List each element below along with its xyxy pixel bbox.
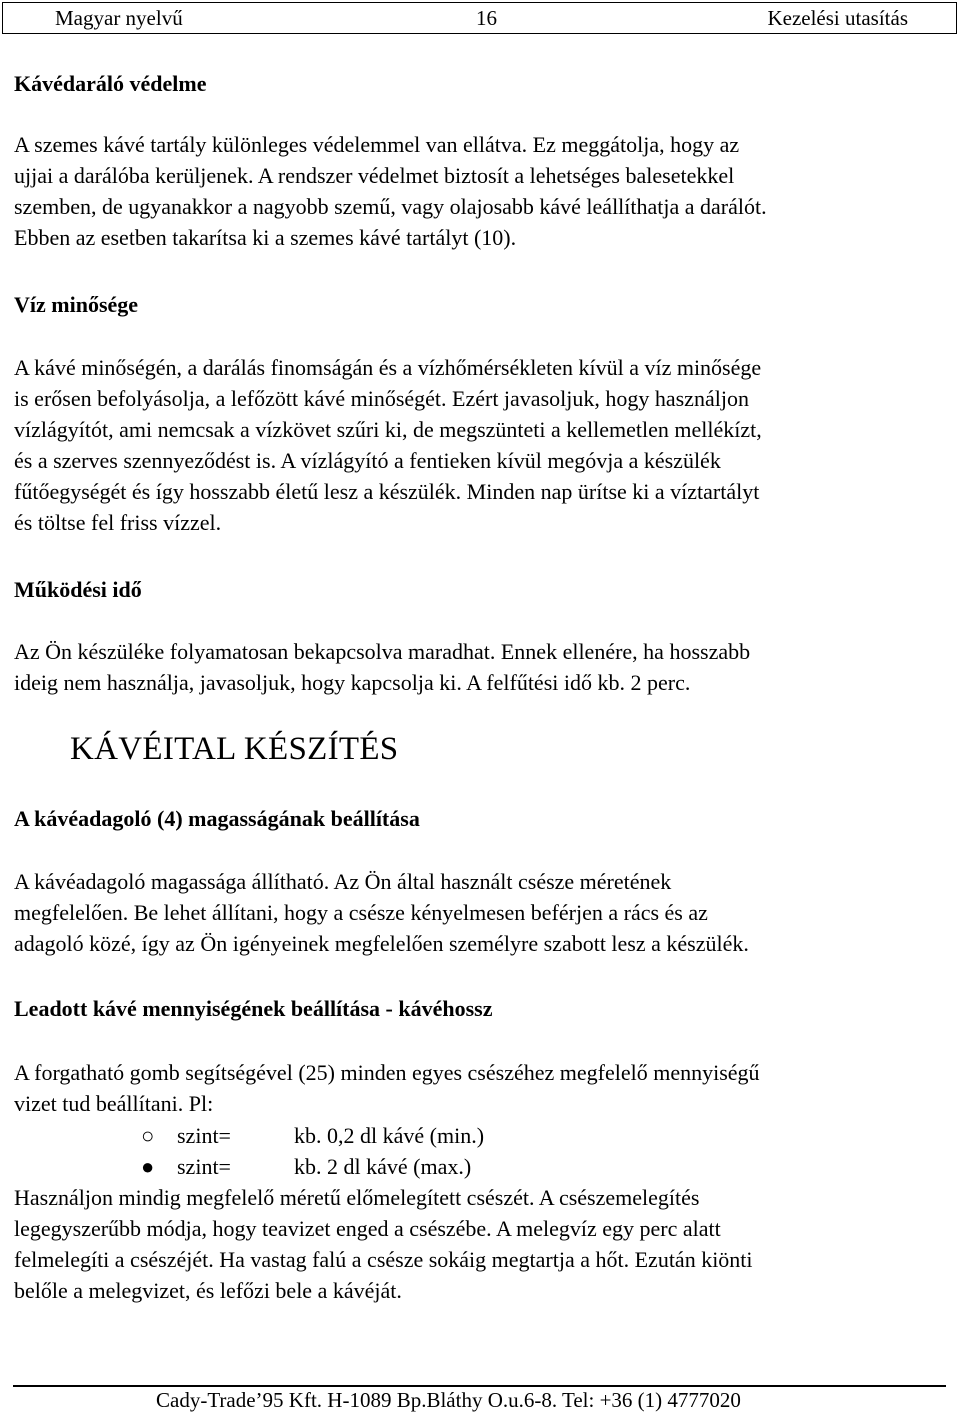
text-line: A kávéadagoló magassága állítható. Az Ön által használt csésze méretének — [14, 869, 672, 894]
section-heading-dispenser-height: A kávéadagoló (4) magasságának beállítása — [14, 806, 420, 831]
paragraph-grinder-protection — [14, 129, 944, 253]
text-line: felmelegíti a csészéjét. Ha vastag falú a csésze sokáig megtartja a hőt. Ezután kiönti — [14, 1247, 753, 1272]
paragraph-operating-time — [14, 636, 944, 698]
text-line: legegyszerűbb módja, hogy teavizet enged a csészébe. A melegvíz egy perc alatt — [14, 1216, 721, 1241]
level-label: szint= — [177, 1123, 231, 1148]
paragraph-water-quality — [14, 352, 944, 538]
section-heading-grinder-protection: Kávédaráló védelme — [14, 71, 207, 96]
section-heading-operating-time: Működési idő — [14, 577, 142, 602]
text-line: Használjon mindig megfelelő méretű előmelegített csészét. A csészemelegítés — [14, 1185, 700, 1210]
header-language: Magyar nyelvű — [55, 6, 183, 30]
section-heading-water-quality: Víz minősége — [14, 292, 139, 317]
text-line: ideig nem használja, javasoljuk, hogy kapcsolja ki. A felfűtési idő kb. 2 perc. — [14, 670, 691, 695]
paragraph-coffee-amount — [14, 1057, 944, 1119]
text-line: szemben, de ugyanakkor a nagyobb szemű, vagy olajosabb kávé leállíthatja a darálót. — [14, 194, 767, 219]
text-line: és töltse fel friss vízzel. — [14, 510, 222, 535]
text-line: Az Ön készüléke folyamatosan bekapcsolva maradhat. Ennek ellenére, ha hosszabb — [14, 639, 751, 664]
chapter-title: KÁVÉITAL KÉSZÍTÉS — [70, 731, 399, 767]
text-line: vízlágyítót, ami nemcsak a vízkövet szűri ki, de megszünteti a kellemetlen mellékízt, — [14, 417, 762, 442]
header-document-type: Kezelési utasítás — [767, 6, 908, 30]
paragraph-cup-preheating — [14, 1182, 944, 1306]
text-line: A forgatható gomb segítségével (25) minden egyes csészéhez megfelelő mennyiségű — [14, 1060, 760, 1085]
text-line: adagoló közé, így az Ön igényeinek megfelelően személyre szabott lesz a készülék. — [14, 931, 749, 956]
page-number: 16 — [476, 6, 497, 30]
text-line: vizet tud beállítani. Pl: — [14, 1091, 214, 1116]
text-line: Ebben az esetben takarítsa ki a szemes kávé tartályt (10). — [14, 225, 517, 250]
filled-circle-icon: ● — [141, 1154, 155, 1179]
level-label: szint= — [177, 1154, 231, 1179]
level-value: kb. 0,2 dl kávé (min.) — [294, 1123, 485, 1148]
page-header — [2, 2, 957, 34]
text-line: A kávé minőségén, a darálás finomságán és a vízhőmérsékleten kívül a víz minősége — [14, 355, 762, 380]
text-line: ujjai a darálóba kerüljenek. A rendszer védelmet biztosít a lehetséges balesetekkel — [14, 163, 735, 188]
empty-circle-icon: ○ — [141, 1123, 155, 1148]
section-heading-coffee-amount: Leadott kávé mennyiségének beállítása - kávéhossz — [14, 996, 493, 1021]
text-line: belőle a melegvizet, és lefőzi bele a kávéját. — [14, 1278, 402, 1303]
text-line: és a szerves szennyeződést is. A vízlágyító a fentieken kívül megóvja a készülék — [14, 448, 721, 473]
paragraph-dispenser-height — [14, 866, 944, 959]
text-line: fűtőegységét és így hosszabb életű lesz a készülék. Minden nap ürítse ki a víztartályt — [14, 479, 760, 504]
text-line: megfelelően. Be lehet állítani, hogy a csésze kényelmesen beférjen a rács és az — [14, 900, 708, 925]
text-line: is erősen befolyásolja, a lefőzött kávé minőségét. Ezért javasoljuk, hogy használjon — [14, 386, 749, 411]
page-footer: Cady-Trade’95 Kft. H-1089 Bp.Bláthy O.u.6-8. Tel: +36 (1) 4777020 — [156, 1388, 741, 1412]
text-line: A szemes kávé tartály különleges védelemmel van ellátva. Ez meggátolja, hogy az — [14, 132, 740, 157]
level-value: kb. 2 dl kávé (max.) — [294, 1154, 472, 1179]
